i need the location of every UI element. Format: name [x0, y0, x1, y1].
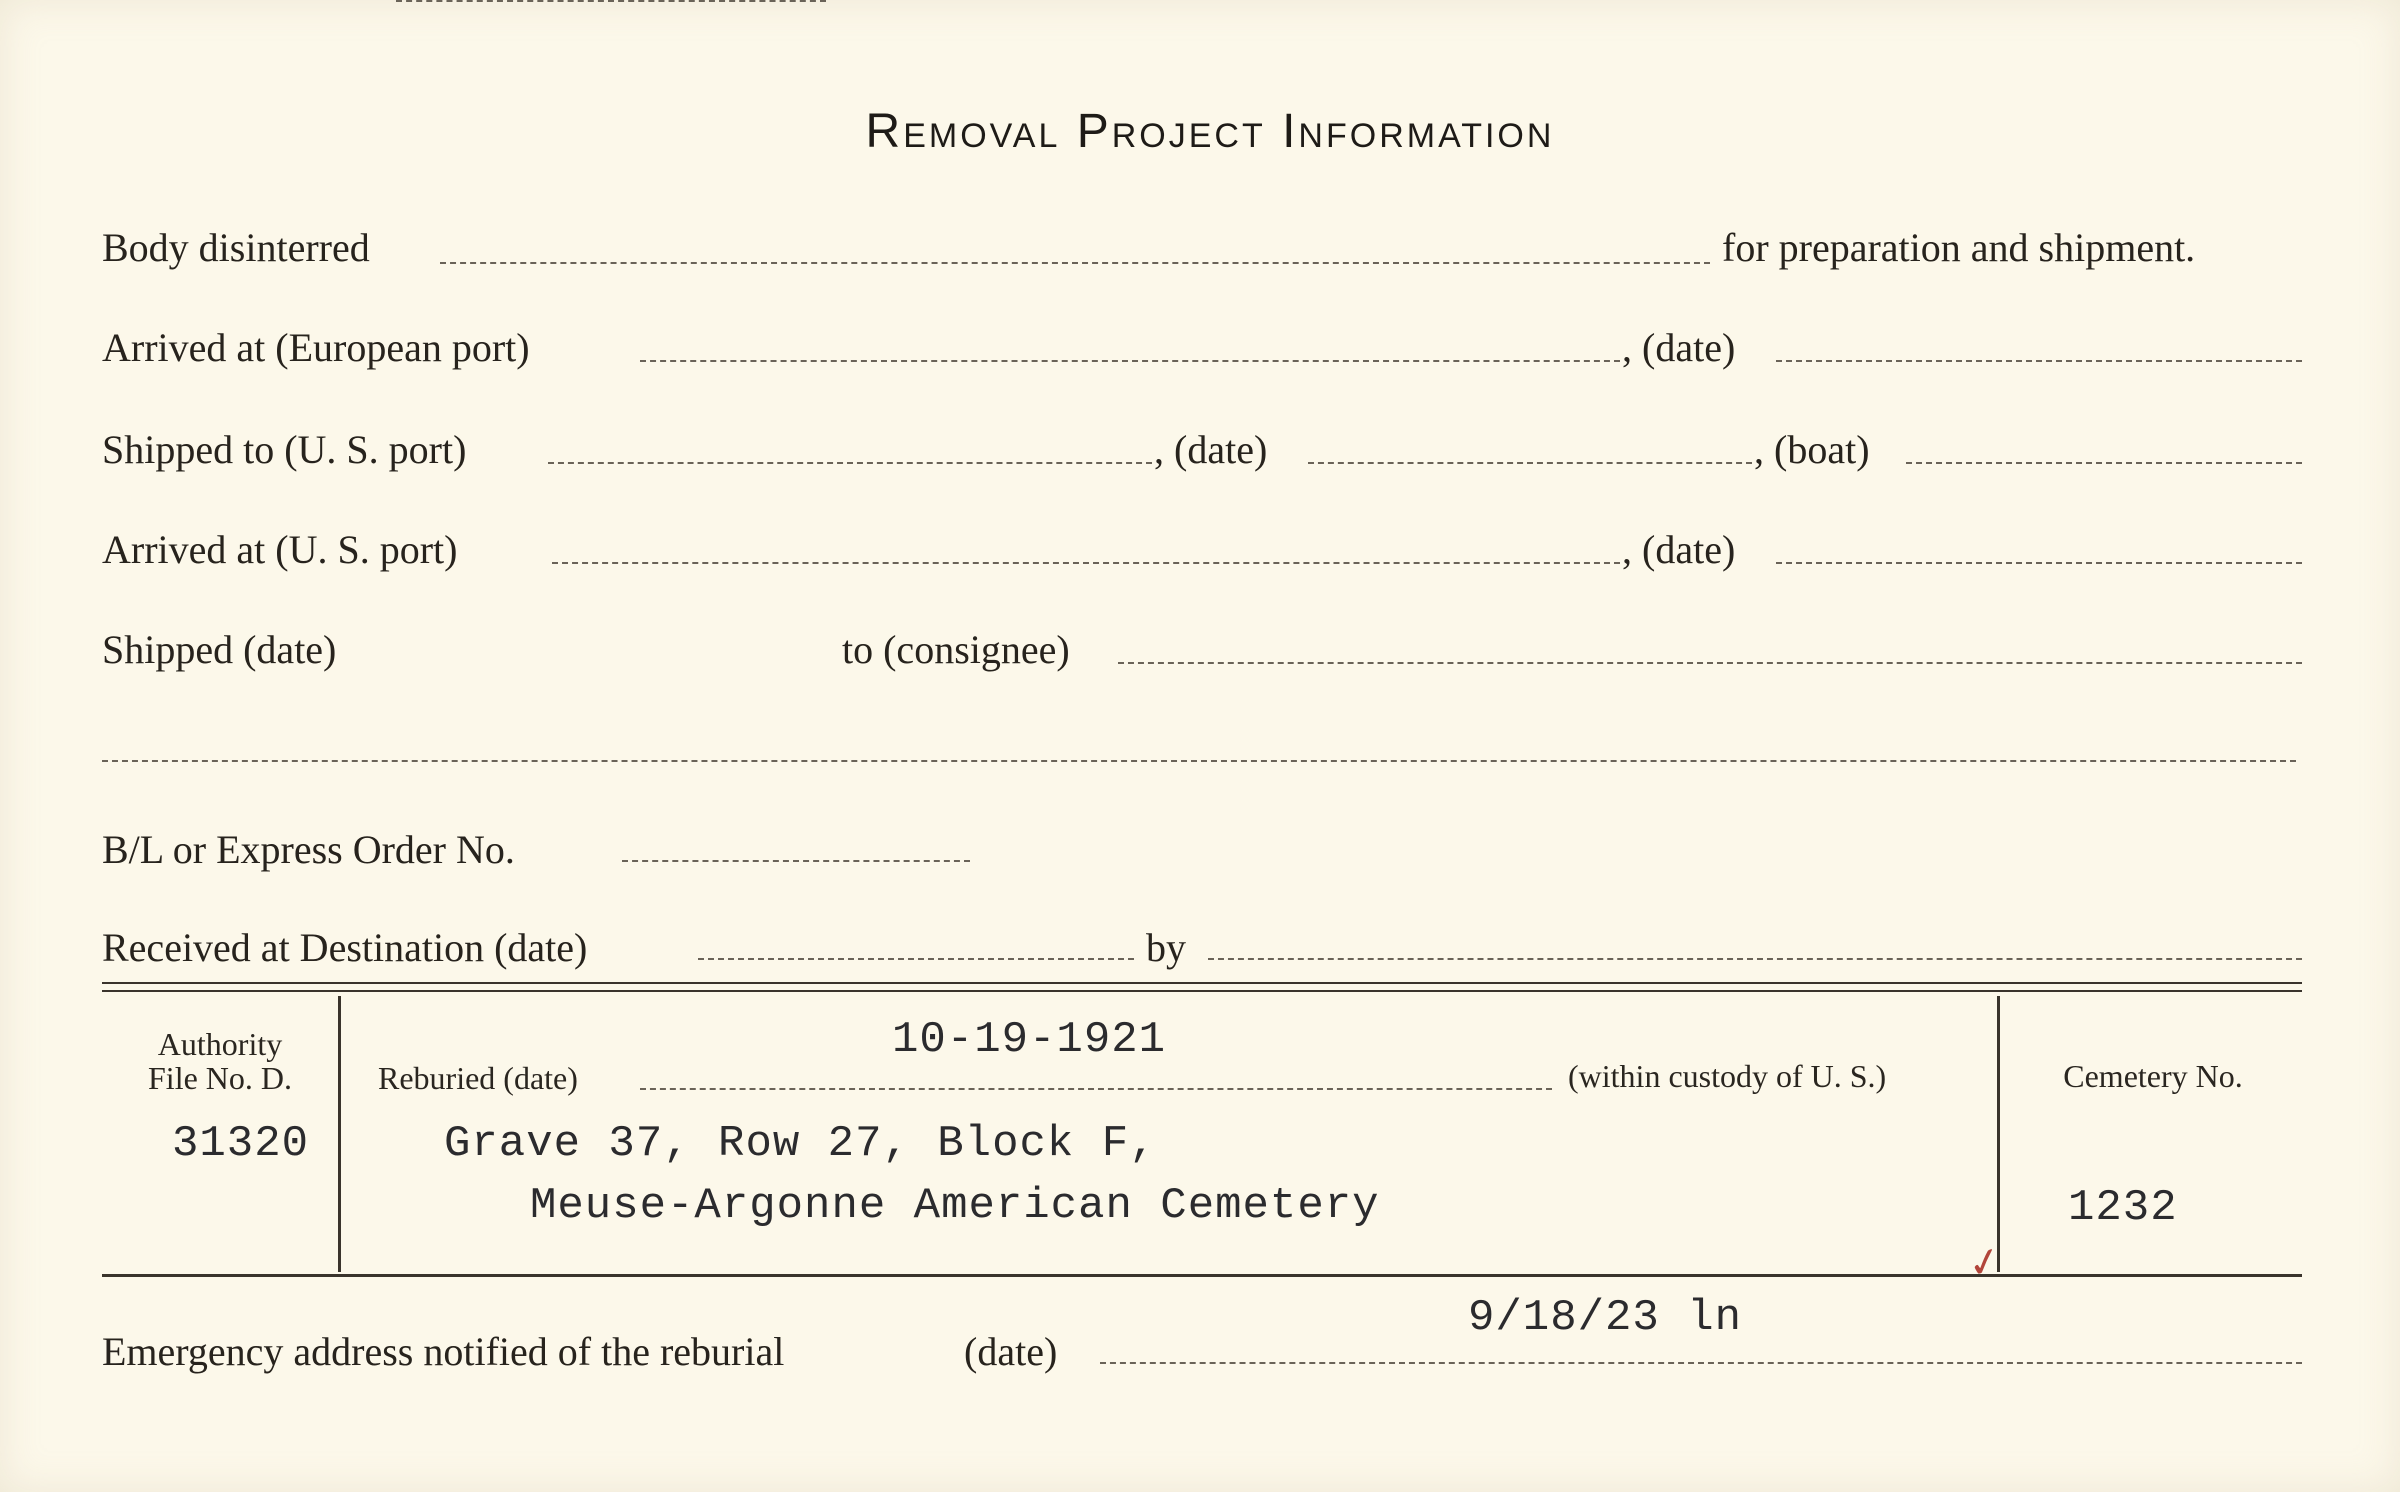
emergency-address-label: Emergency address notified of the reburial [102, 1329, 785, 1374]
consignee-continuation-field[interactable] [102, 760, 2296, 762]
body-disinterred-field[interactable] [440, 262, 1710, 264]
shipped-to-us-date-label: , (date) [1154, 427, 1268, 472]
consignee-field[interactable] [1118, 662, 2302, 664]
to-consignee-label: to (consignee) [842, 627, 1070, 672]
reburied-date-label: Reburied (date) [378, 1060, 578, 1096]
arrived-european-date-label: , (date) [1622, 325, 1736, 370]
arrived-us-date-field[interactable] [1776, 562, 2302, 564]
within-custody-label: (within custody of U. S.) [1568, 1058, 1887, 1094]
grave-location-line-1: Grave 37, Row 27, Block F, [444, 1119, 1157, 1169]
arrived-us-port-label: Arrived at (U. S. port) [102, 527, 458, 572]
section-divider-top-2 [102, 990, 2302, 992]
cemetery-number-label: Cemetery No. [2063, 1058, 2243, 1094]
arrived-us-date-label: , (date) [1622, 527, 1736, 572]
cemetery-divider [1997, 996, 2000, 1272]
authority-divider [338, 996, 341, 1272]
boat-field[interactable] [1906, 462, 2302, 464]
red-check-mark-icon: ✓ [1963, 1237, 2006, 1289]
grave-location-line-2: Meuse-Argonne American Cemetery [530, 1181, 1380, 1231]
arrived-us-port-field[interactable] [552, 562, 1620, 564]
received-by-field[interactable] [1208, 958, 2302, 960]
emergency-notified-value: 9/18/23 ln [1468, 1293, 1743, 1343]
for-preparation-label: for preparation and shipment. [1722, 225, 2196, 270]
cemetery-number-value: 1232 [2068, 1183, 2178, 1233]
received-by-label: by [1146, 925, 1186, 970]
reburied-date-value: 10-19-1921 [892, 1015, 1167, 1065]
boat-label: , (boat) [1754, 427, 1870, 472]
emergency-date-field[interactable] [1100, 1362, 2302, 1364]
arrived-european-port-field[interactable] [640, 360, 1620, 362]
received-destination-date-field[interactable] [698, 958, 1134, 960]
section-divider-top [102, 982, 2302, 984]
shipped-date-field[interactable] [396, 0, 826, 2]
arrived-european-date-field[interactable] [1776, 360, 2302, 362]
shipped-to-us-date-field[interactable] [1308, 462, 1752, 464]
emergency-date-label: (date) [964, 1329, 1058, 1374]
shipped-to-us-port-label: Shipped to (U. S. port) [102, 427, 467, 472]
authority-label: Authority File No. D. [148, 1026, 292, 1096]
body-disinterred-label: Body disinterred [102, 225, 370, 270]
arrived-european-port-label: Arrived at (European port) [102, 325, 530, 370]
authority-file-number: 31320 [172, 1119, 310, 1169]
bl-express-order-label: B/L or Express Order No. [102, 827, 515, 872]
card-title: Removal Project Information [865, 105, 1555, 158]
received-destination-label: Received at Destination (date) [102, 925, 588, 970]
shipped-to-us-port-field[interactable] [548, 462, 1152, 464]
reburied-date-field[interactable] [640, 1088, 1552, 1090]
shipped-date-label: Shipped (date) [102, 627, 337, 672]
bl-express-order-field[interactable] [622, 860, 970, 862]
